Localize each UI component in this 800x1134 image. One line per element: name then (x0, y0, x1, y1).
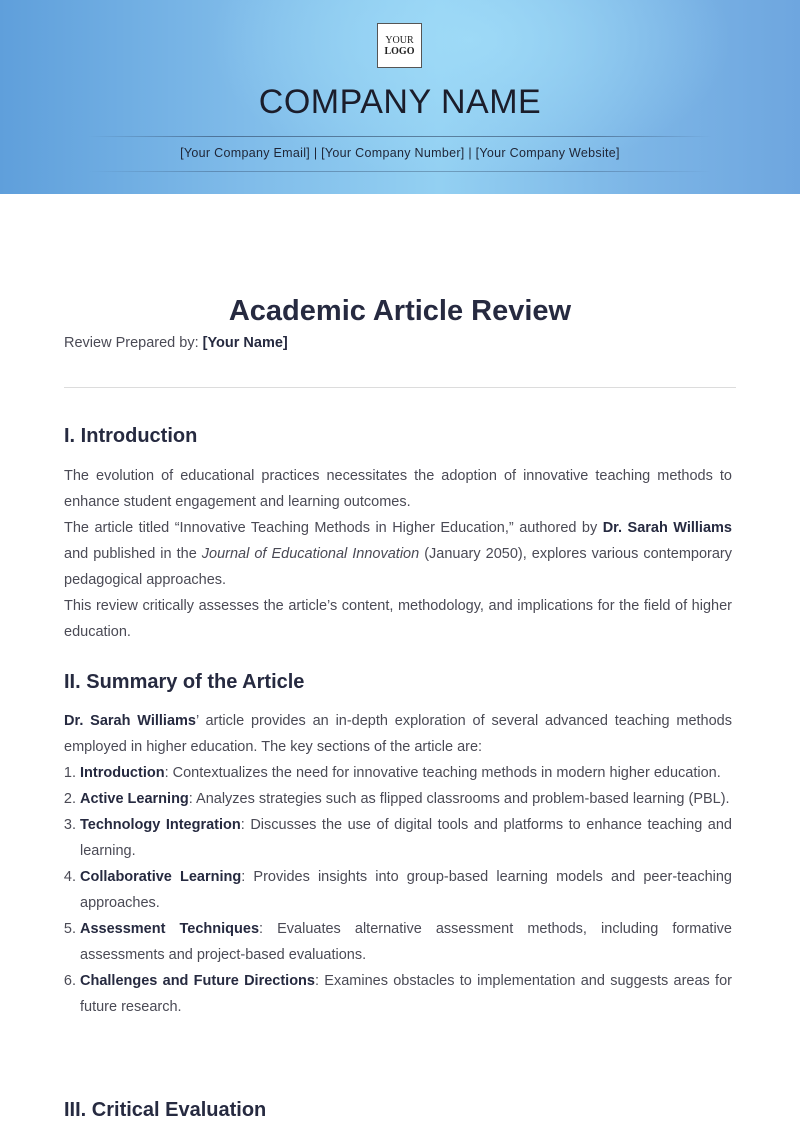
list-item-desc: : Examines obstacles to implementation and suggests areas for future research. (80, 973, 732, 1015)
list-item-desc: : Analyzes strategies such as flipped classrooms and problem-based learning (PBL). (188, 791, 730, 807)
list-item (80, 968, 732, 1020)
section-heading-critical-evaluation: III. Critical Evaluation (64, 1099, 267, 1121)
prepared-by-label: Review Prepared by: (64, 335, 203, 351)
intro-p2-text-a: The article titled “Innovative Teaching Methods in Higher Education,” authored by (64, 520, 603, 536)
list-item (80, 864, 732, 916)
intro-p2-journal: Journal of Educational Innovation (201, 546, 420, 562)
list-item-desc: : Discusses the use of digital tools and platforms to enhance teaching and learning. (80, 817, 732, 859)
prepared-by-name: [Your Name] (202, 335, 288, 351)
intro-p2-author: Dr. Sarah Williams (602, 520, 732, 536)
list-item-term: Technology Integration (80, 817, 241, 833)
list-item-term: Active Learning (80, 791, 189, 807)
list-item-desc: : Evaluates alternative assessment methods, including formative assessments and project-based evaluations. (80, 921, 732, 963)
logo-line-1: YOUR (385, 34, 414, 46)
list-item-term: Challenges and Future Directions (80, 973, 315, 989)
company-name: COMPANY NAME (258, 83, 542, 121)
intro-paragraph-1: The evolution of educational practices necessitates the adoption of innovative teaching methods to enhance student engagement and learning outcomes. (64, 468, 732, 510)
summary-intro-text: ’ article provides an in-depth exploration of several advanced teaching methods employed in higher education. The key sections of the article are: (64, 713, 732, 755)
list-item-term: Collaborative Learning (80, 869, 242, 885)
summary-author: Dr. Sarah Williams (64, 713, 196, 729)
letterhead-banner (0, 0, 800, 194)
header-divider-top (88, 136, 712, 137)
section-heading-introduction: I. Introduction (64, 425, 198, 447)
company-logo (377, 23, 422, 68)
section-divider (64, 387, 736, 388)
logo-line-2: LOGO (384, 45, 415, 57)
prepared-by-line (64, 335, 288, 351)
list-item-desc: : Provides insights into group-based learning models and peer-teaching approaches. (80, 869, 732, 911)
intro-p2-text-c: (January 2050), explores various contemporary pedagogical approaches. (64, 546, 732, 588)
list-item-term: Introduction (80, 765, 165, 781)
list-item (80, 916, 732, 968)
summary-key-sections-list (64, 760, 732, 1020)
header-divider-bottom (88, 171, 712, 172)
list-item (80, 760, 732, 786)
company-contact-line: [Your Company Email] | [Your Company Number] | [Your Company Website] (180, 146, 620, 160)
intro-paragraph-3: This review critically assesses the article’s content, methodology, and implications for the field of higher education. (64, 598, 732, 640)
intro-paragraph-2 (64, 515, 732, 593)
list-item (80, 812, 732, 864)
section-heading-summary: II. Summary of the Article (64, 671, 305, 693)
list-item-term: Assessment Techniques (80, 921, 260, 937)
document-title: Academic Article Review (228, 295, 572, 327)
list-item-desc: : Contextualizes the need for innovative teaching methods in modern higher education. (164, 765, 721, 781)
intro-p2-text-b: and published in the (64, 546, 202, 562)
list-item (80, 786, 732, 812)
summary-intro-paragraph (64, 708, 732, 760)
